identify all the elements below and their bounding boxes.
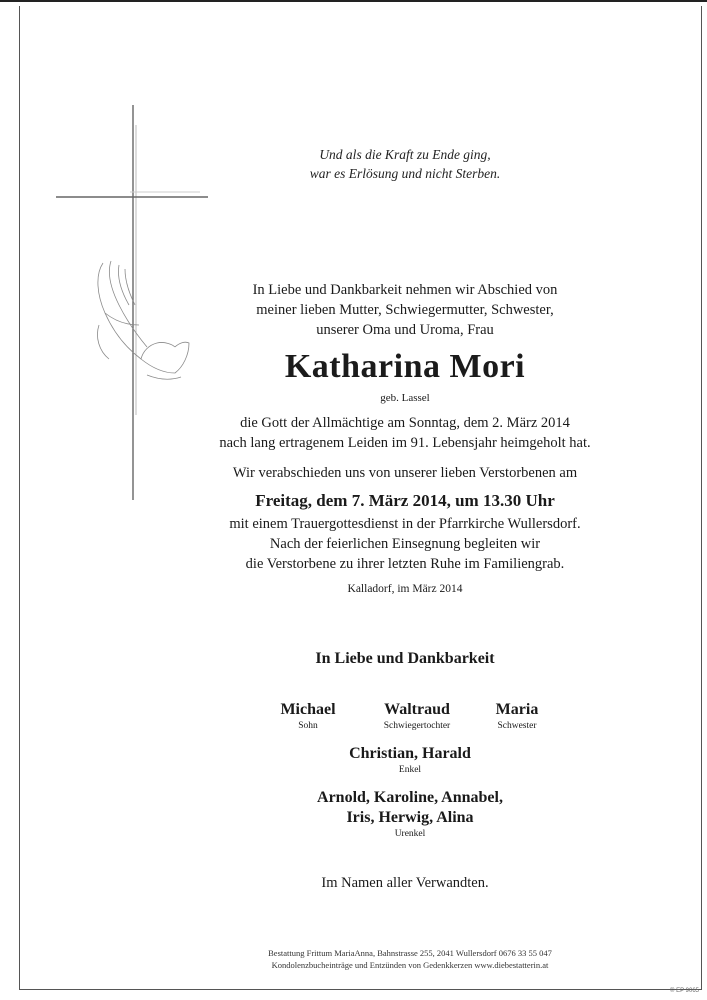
mourner-name: Christian, Harald [349, 745, 471, 762]
intro-text [200, 280, 610, 340]
mourner-grandchildren [300, 744, 520, 776]
service-line-2: Nach der feierlichen Einsegnung begleiten wir [269, 536, 541, 552]
place-date: Kalladorf, im März 2014 [347, 583, 463, 595]
mourner-role: Schwester [497, 721, 537, 731]
death-line-2: nach lang ertragenem Leiden im 91. Lebensjahr heimgeholt hat. [219, 435, 591, 451]
intro-line-1: In Liebe und Dankbarkeit nehmen wir Abschied von [252, 282, 558, 298]
mourner-name-2: Iris, Herwig, Alina [346, 809, 474, 826]
service-line-3: die Verstorbene zu ihrer letzten Ruhe im Familiengrab. [245, 556, 565, 572]
closing-text: Im Namen aller Verwandten. [321, 875, 489, 891]
footer-line-1: Bestattung Frittum MariaAnna, Bahnstrasse 255, 2041 Wullersdorf 0676 33 55 047 [268, 948, 552, 958]
service-text [190, 514, 620, 574]
mourner-name: Waltraud [384, 701, 450, 718]
mourner-maria [472, 700, 562, 732]
mourner-role: Schwiegertochter [383, 721, 451, 731]
deceased-name: Katharina Mori [284, 348, 526, 385]
print-code: © EP 9065 [670, 988, 699, 994]
intro-line-2: meiner lieben Mutter, Schwiegermutter, Schwester, [256, 302, 554, 318]
motto-line-2: war es Erlösung und nicht Sterben. [309, 166, 501, 181]
mourner-waltraud [357, 700, 477, 732]
death-text [190, 413, 620, 453]
motto-line-1: Und als die Kraft zu Ende ging, [319, 147, 491, 162]
mourner-name: Arnold, Karoline, Annabel, [317, 789, 503, 806]
mourner-role: Urenkel [394, 829, 426, 839]
footer-line-2: Kondolenzbucheinträge und Entzünden von Gedenkkerzen www.diebestatterin.at [271, 960, 549, 970]
motto [200, 145, 610, 183]
mourner-role: Enkel [398, 765, 422, 775]
praying-hands-icon [85, 255, 200, 385]
funeral-date: Freitag, dem 7. März 2014, um 13.30 Uhr [255, 491, 555, 510]
footer [170, 947, 650, 971]
mourner-role: Sohn [298, 721, 318, 731]
mourner-name: Michael [280, 701, 336, 718]
thanks-heading: In Liebe und Dankbarkeit [315, 650, 495, 667]
intro-line-3: unserer Oma und Uroma, Frau [316, 322, 494, 338]
mourner-michael [258, 700, 358, 732]
mourner-name: Maria [495, 701, 539, 718]
service-line-1: mit einem Trauergottesdienst in der Pfarrkirche Wullersdorf. [229, 516, 581, 532]
mourner-great-grandchildren [260, 788, 560, 840]
maiden-name: geb. Lassel [380, 392, 430, 404]
top-border [0, 0, 707, 2]
death-line-1: die Gott der Allmächtige am Sonntag, dem 2. März 2014 [240, 415, 570, 431]
farewell-text: Wir verabschieden uns von unserer lieben Verstorbenen am [232, 465, 578, 481]
